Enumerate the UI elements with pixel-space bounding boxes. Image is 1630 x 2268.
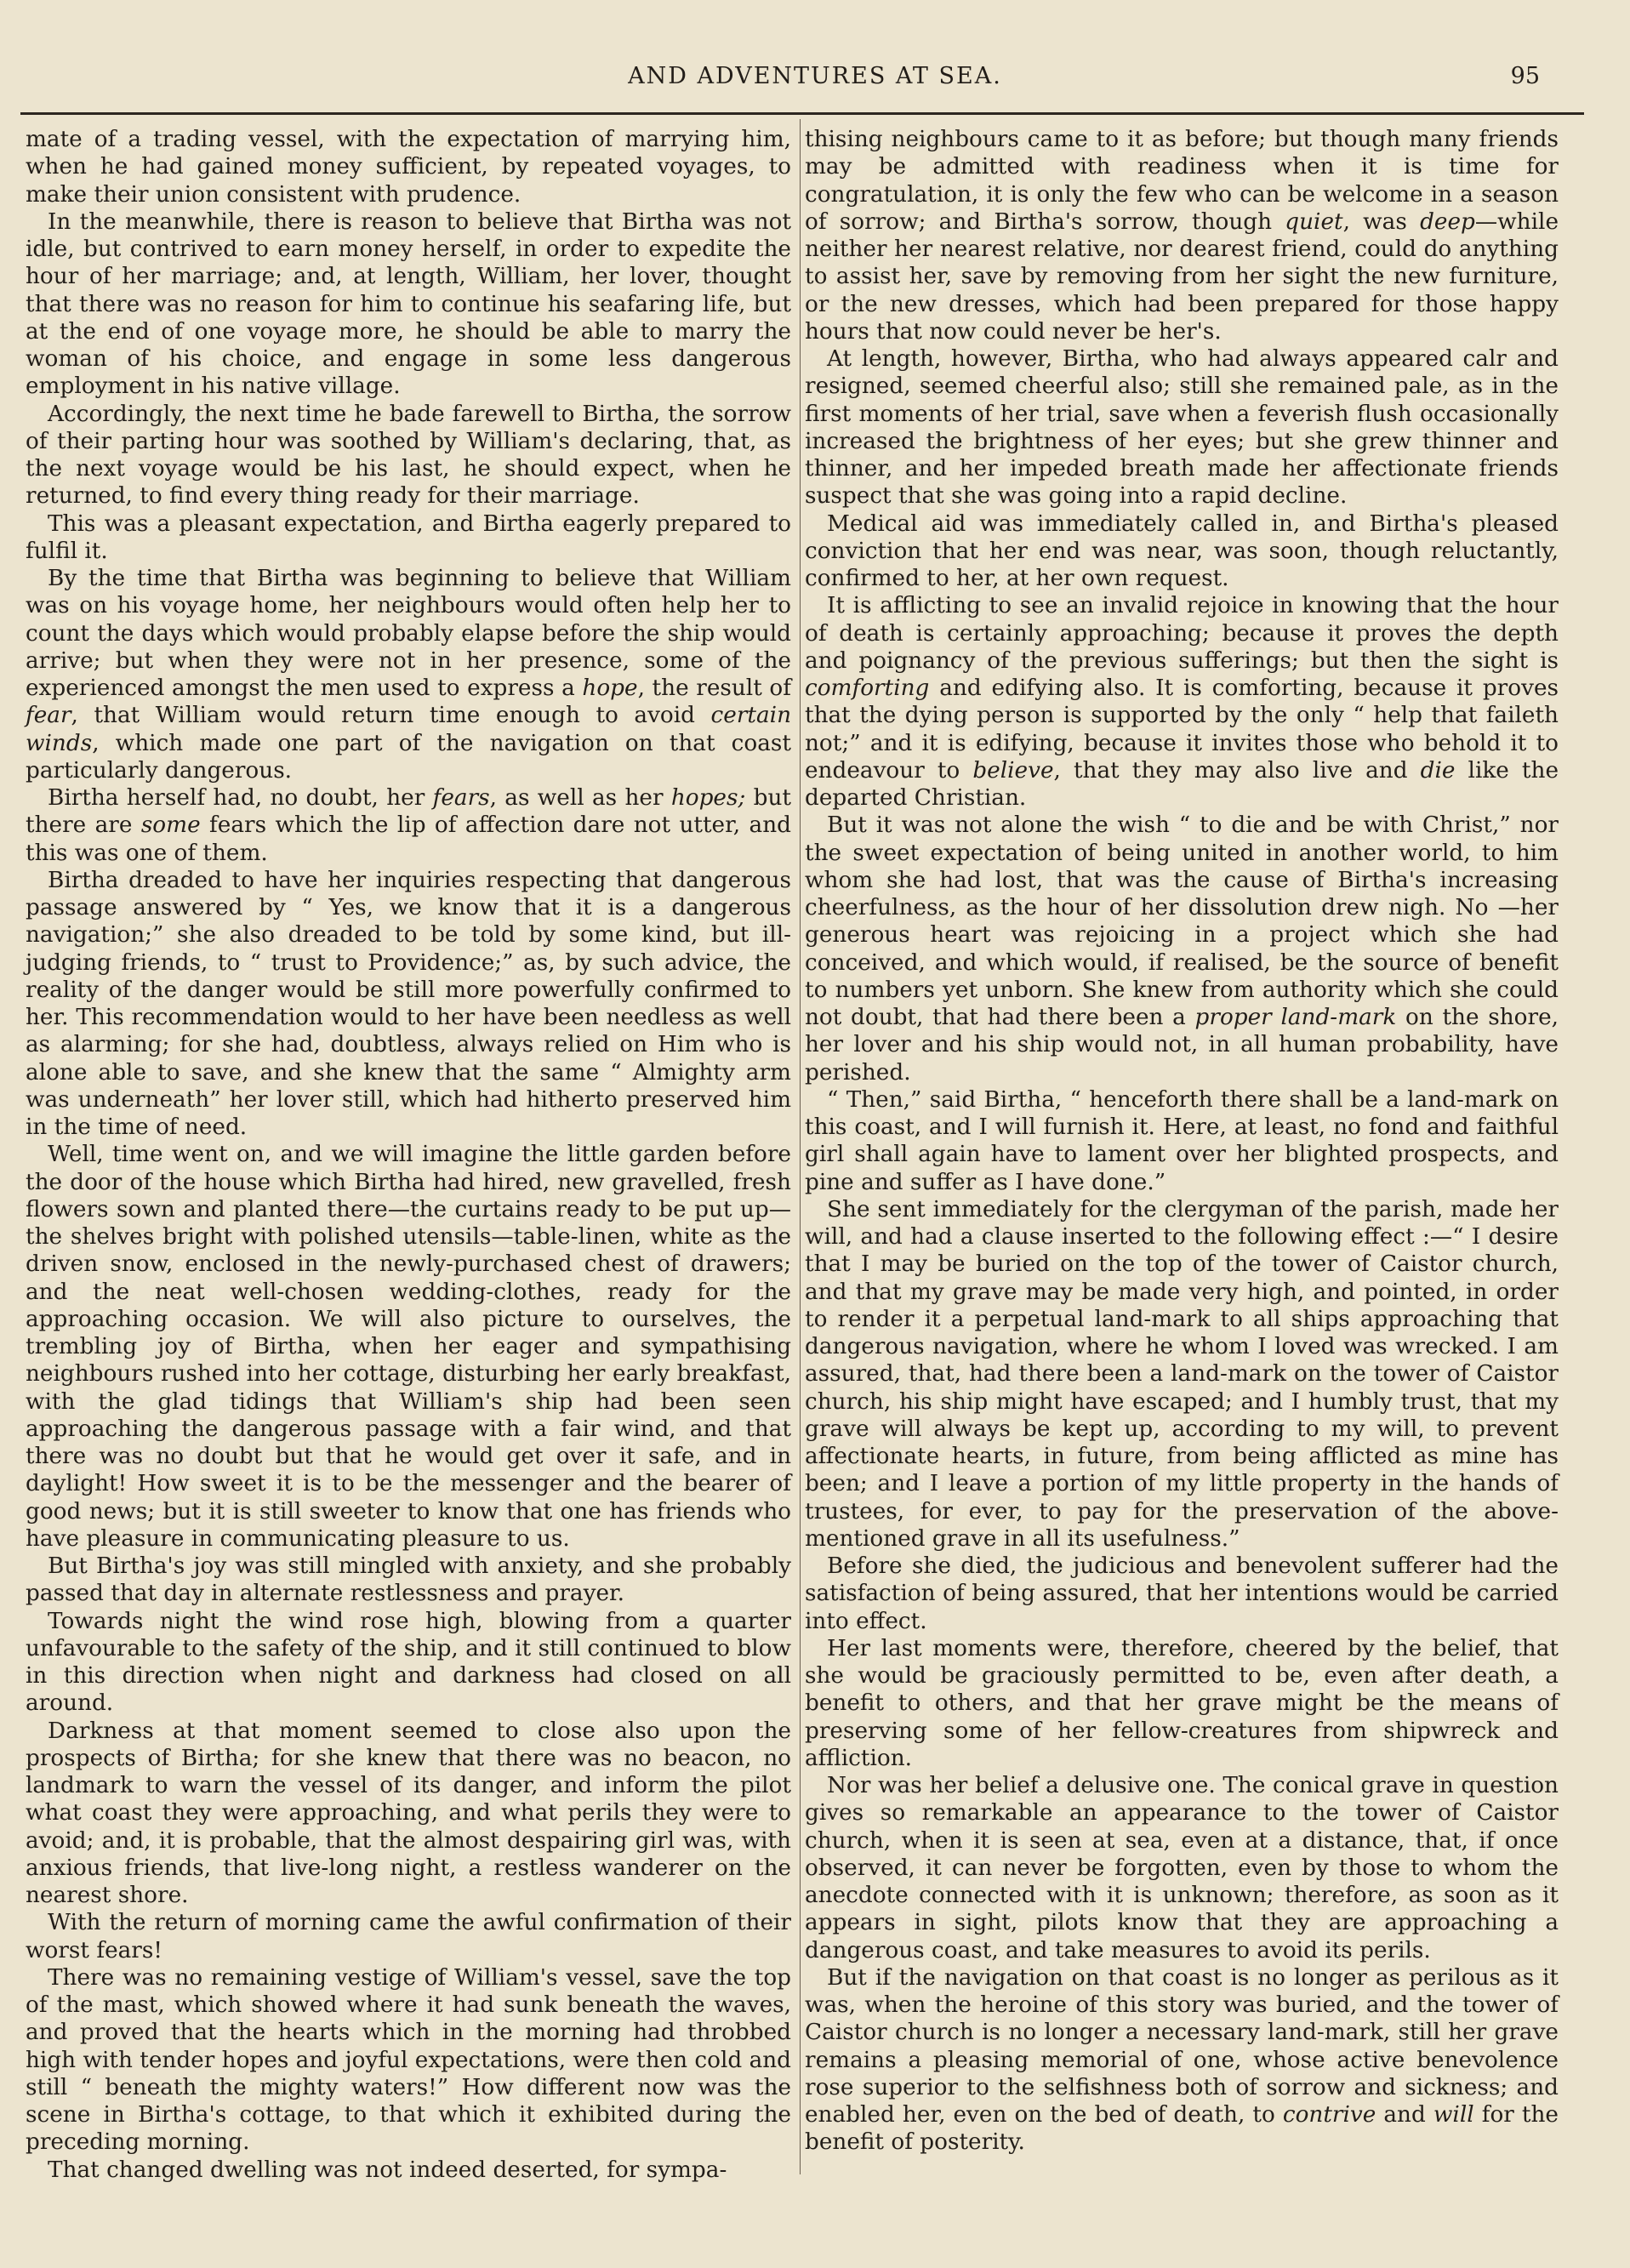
paragraph: Well, time went on, and we will imagine the little garden before the door of the house which Birtha had hired, new gravelled, fresh flowers sown and planted there—the curtains ready to be put up—the shelves bright with polished utensils—table-linen, white as the driven snow, enclosed in the newly-purchased chest of drawers; and the neat well-chosen wedding-clothes, ready for the approaching occasion. We will also picture to ourselves, the trembling joy of Birtha, when her eager and sympathising neighbours rushed into her cottage, disturbing her early breakfast, with the glad tidings that William's ship had been seen approaching the dangerous passage with a fair wind, and that there was no doubt but that he would get over it safe, and in daylight! How sweet it is to be the messenger and the bearer of good news; but it is still sweeter to know that one has friends who have pleasure in communicating pleasure to us. xyxy=(26,1142,791,1552)
left-column xyxy=(26,126,791,2184)
paragraph: That changed dwelling was not indeed deserted, for sympa- xyxy=(48,2157,727,2183)
paragraph: It is afflicting to see an invalid rejoice in knowing that the hour of death is certainly approaching; because it proves the depth and poignancy of the previous sufferings; but then the sight is comforting and edifying also. It is comforting, because it proves that the dying person is supported by the only “ help that faileth not;” and it is edifying, because it invites those who behold it to endeavour to believe, that they may also live and die like the departed Christian. xyxy=(805,593,1559,811)
paragraph: She sent immediately for the clergyman of the parish, made her will, and had a clause inserted to the following effect :—“ I desire that I may be buried on the top of the tower of Caistor church, and that my grave may be made very high, and pointed, in order to render it a perpetual land-mark to all ships approaching that dangerous navigation, where he whom I loved was wrecked. I am assured, that, had there been a land-mark on the tower of Caistor church, his ship might have escaped; and I humbly trust, that my grave will always be kept up, according to my will, to prevent affectionate hearts, in future, from being afflicted as mine has been; and I leave a portion of my little property in the hands of trustees, for ever, to pay for the preservation of the above-mentioned grave in all its usefulness.” xyxy=(805,1196,1559,1552)
paragraph: But if the navigation on that coast is no longer as perilous as it was, when the heroine of this story was buried, and the tower of Caistor church is no longer a necessary land-mark, still her grave remains a pleasing memorial of one, whose active benevolence rose superior to the selfishness both of sorrow and sickness; and enabled her, even on the bed of death, to contrive and will for the benefit of posterity. xyxy=(805,1964,1559,2156)
paragraph: With the return of morning came the awful confirmation of their worst fears! xyxy=(26,1910,791,1963)
page-number: 95 xyxy=(1510,63,1540,89)
paragraph: Medical aid was immediately called in, and Birtha's pleased conviction that her end was near, was soon, though reluctantly, confirmed to her, at her own request. xyxy=(805,510,1559,591)
column-divider xyxy=(800,119,801,2174)
running-head xyxy=(0,63,1630,97)
running-head-title: AND ADVENTURES AT SEA. xyxy=(628,63,1002,89)
paragraph: Birtha herself had, no doubt, her fears, as well as her hopes; but there are some fears which the lip of affection dare not utter, and this was one of them. xyxy=(26,785,791,866)
paragraph: This was a pleasant expectation, and Birtha eagerly prepared to fulfil it. xyxy=(26,510,791,564)
paragraph: Birtha dreaded to have her inquiries respecting that dangerous passage answered by “ Yes, we know that it is a dangerous navigation;” she also dreaded to be told by some kind, but ill-judging friends, to “ trust to Providence;” as, by such advice, the reality of the danger would be still more powerfully confirmed to her. This recommendation would to her have been needless as well as alarming; for she had, doubtless, always relied on Him who is alone able to save, and she knew that the same “ Almighty arm was underneath” her lover still, which had hitherto preserved him in the time of need. xyxy=(26,867,791,1140)
paragraph: In the meanwhile, there is reason to believe that Birtha was not idle, but contrived to earn money herself, in order to expedite the hour of her marriage; and, at length, William, her lover, thought that there was no reason for him to continue his seafaring life, but at the end of one voyage more, he should be able to marry the woman of his choice, and engage in some less dangerous employment in his native village. xyxy=(26,208,791,400)
paragraph: By the time that Birtha was beginning to believe that William was on his voyage home, her neighbours would often help her to count the days which would probably elapse before the ship would arrive; but when they were not in her presence, some of the experienced amongst the men used to express a hope, the result of fear, that William would return time enough to avoid certain winds, which made one part of the navigation on that coast particularly dangerous. xyxy=(26,566,791,784)
paragraph: Towards night the wind rose high, blowing from a quarter unfavourable to the safety of the ship, and it still continued to blow in this direction when night and darkness had closed on all around. xyxy=(26,1608,791,1717)
paragraph: At length, however, Birtha, who had always appeared calr and resigned, seemed cheerful also; still she remained pale, as in the first moments of her trial, save when a feverish flush occasionally increased the brightness of her eyes; but she grew thinner and thinner, and her impeded breath made her affectionate friends suspect that she was going into a rapid decline. xyxy=(805,346,1559,510)
paragraph: Darkness at that moment seemed to close also upon the prospects of Birtha; for she knew that there was no beacon, no landmark to warn the vessel of its danger, and inform the pilot what coast they were approaching, and what perils they were to avoid; and, it is probable, that the almost despairing girl was, with anxious friends, that live-long night, a restless wanderer on the nearest shore. xyxy=(26,1718,791,1908)
paragraph: thising neighbours came to it as before; but though many friends may be admitted with readiness when it is time for congratulation, it is only the few who can be welcome in a season of sorrow; and Birtha's sorrow, though quiet, was deep—while neither her nearest relative, nor dearest friend, could do anything to assist her, save by removing from her sight the new furniture, or the new dresses, which had been prepared for those happy hours that now could never be her's. xyxy=(805,127,1559,345)
paragraph: Before she died, the judicious and benevolent sufferer had the satisfaction of being assured, that her intentions would be carried into effect. xyxy=(805,1553,1559,1634)
paragraph: “ Then,” said Birtha, “ henceforth there shall be a land-mark on this coast, and I will furnish it. Here, at least, no fond and faithful girl shall again have to lament over her blighted prospects, and pine and suffer as I have done.” xyxy=(805,1086,1559,1195)
paragraph: But Birtha's joy was still mingled with anxiety, and she probably passed that day in alternate restlessness and prayer. xyxy=(26,1553,791,1607)
paragraph: There was no remaining vestige of William's vessel, save the top of the mast, which showed where it had sunk beneath the waves, and proved that the hearts which in the morning had throbbed high with tender hopes and joyful expectations, were then cold and still “ beneath the mighty waters!” How different now was the scene in Birtha's cottage, to that which it exhibited during the preceding morning. xyxy=(26,1964,792,2156)
right-column xyxy=(805,126,1559,2157)
paragraph: Nor was her belief a delusive one. The conical grave in question gives so remarkable an appearance to the tower of Caistor church, when it is seen at sea, even at a distance, that, if once observed, it can never be forgotten, even by those to whom the anecdote connected with it is unknown; therefore, as soon as it appears in sight, pilots know that they are approaching a dangerous coast, and take measures to avoid its perils. xyxy=(805,1773,1559,1963)
paragraph: Accordingly, the next time he bade farewell to Birtha, the sorrow of their parting hour was soothed by William's declaring, that, as the next voyage would be his last, he should expect, when he returned, to find every thing ready for their marriage. xyxy=(26,401,791,510)
paragraph: But it was not alone the wish “ to die and be with Christ,” nor the sweet expectation of being united in another world, to him whom she had lost, that was the cause of Birtha's increasing cheerfulness, as the hour of her dissolution drew nigh. No —her generous heart was rejoicing in a project which she had conceived, and which would, if realised, be the source of benefit to numbers yet unborn. She knew from authority which she could not doubt, that had there been a proper land-mark on the shore, her lover and his ship would not, in all human probability, have perished. xyxy=(805,812,1559,1086)
header-rule xyxy=(20,112,1584,115)
paragraph: mate of a trading vessel, with the expectation of marrying him, when he had gained money sufficient, by repeated voyages, to make their union consistent with prudence. xyxy=(26,127,791,208)
paragraph: Her last moments were, therefore, cheered by the belief, that she would be graciously permitted to be, even after death, a benefit to others, and that her grave might be the means of preserving some of her fellow-creatures from shipwreck and affliction. xyxy=(805,1635,1559,1771)
